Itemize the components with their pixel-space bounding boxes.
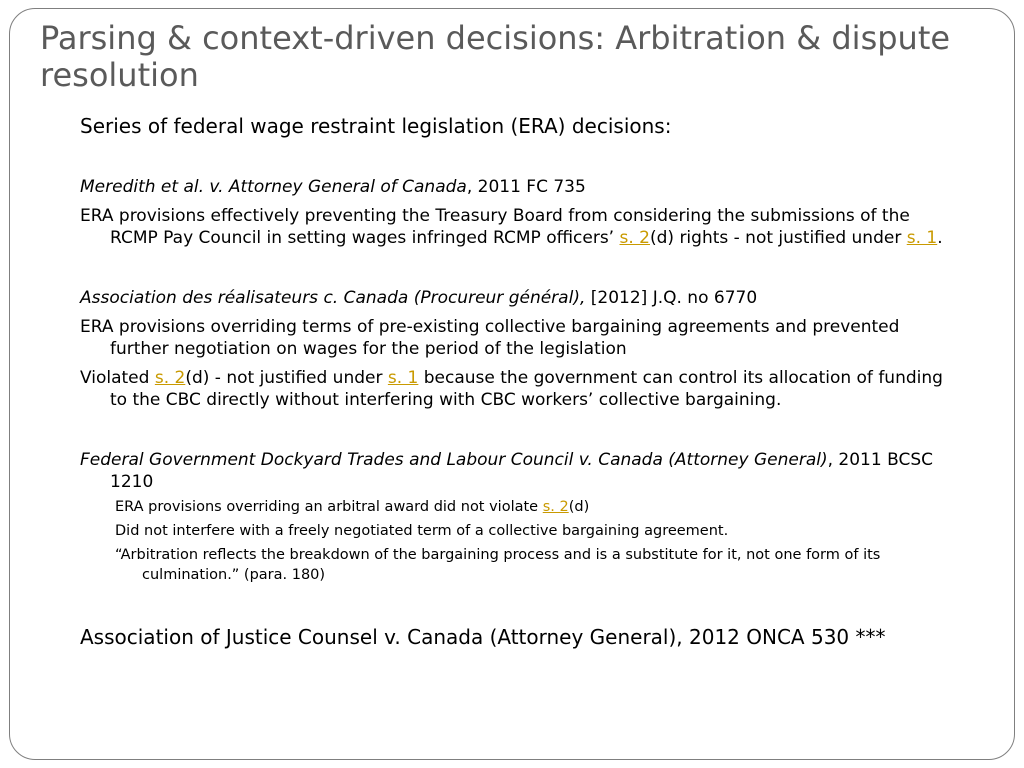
meredith-text-c: . [937, 228, 943, 248]
meredith-text-b: (d) rights - not justified under [649, 228, 907, 248]
intro-text: Series of federal wage restraint legislation (ERA) decisions: [80, 114, 672, 138]
section-1-link[interactable]: s. 1 [906, 228, 938, 248]
realisateurs-case-name: Association des réalisateurs c. Canada (Procureur général), [80, 288, 586, 308]
justice-counsel-case: Association of Justice Counsel v. Canada (Attorney General), 2012 ONCA 530 *** [80, 625, 886, 649]
section-2-link[interactable]: s. 2 [154, 368, 186, 388]
dockyard-bullet-3: “Arbitration reflects the breakdown of the bargaining process and is a substitute for it, not one form of its culmination.” (para. 180) [115, 547, 881, 583]
realisateurs-summary: ERA provisions overriding terms of pre-existing collective bargaining agreements and prevented further negotiation on wages for the period of the legislation [80, 317, 900, 359]
violated-text-c: because the government can control its allocation of funding to the CBC directly without interfering with CBC workers’ collective bargaining. [110, 368, 943, 410]
dockyard-citation: , 2011 BCSC 1210 [110, 450, 933, 492]
slide-title: Parsing & context-driven decisions: Arbitration & dispute resolution [40, 19, 951, 94]
meredith-text-a: ERA provisions effectively preventing the Treasury Board from considering the submissions of the RCMP Pay Council in setting wages infringed RCMP officers’ [80, 206, 910, 248]
violated-text-a: Violated [80, 368, 155, 388]
slide-content [80, 114, 960, 649]
meredith-case-heading [80, 176, 960, 198]
realisateurs-citation: [2012] J.Q. no 6770 [585, 288, 758, 308]
dockyard-bullet-1 [80, 497, 960, 517]
section-2-link[interactable]: s. 2 [619, 228, 650, 248]
dockyard-bullet-1-text-a: ERA provisions overriding an arbitral award did not violate [115, 499, 543, 515]
meredith-citation: , 2011 FC 735 [466, 177, 586, 197]
meredith-summary [80, 205, 960, 249]
dockyard-bullet-2: Did not interfere with a freely negotiated term of a collective bargaining agreement. [115, 523, 729, 539]
dockyard-bullet-1-text-b: (d) [568, 499, 590, 515]
dockyard-case-name: Federal Government Dockyard Trades and Labour Council v. Canada (Attorney General) [80, 450, 828, 470]
violated-text-b: (d) - not justified under [185, 368, 388, 388]
meredith-case-name: Meredith et al. v. Attorney General of Canada [80, 177, 467, 197]
dockyard-case-heading [80, 449, 960, 493]
realisateurs-holding [80, 367, 960, 411]
section-1-link[interactable]: s. 1 [387, 368, 419, 388]
realisateurs-case-heading [80, 287, 960, 309]
section-2-link[interactable]: s. 2 [542, 499, 569, 515]
